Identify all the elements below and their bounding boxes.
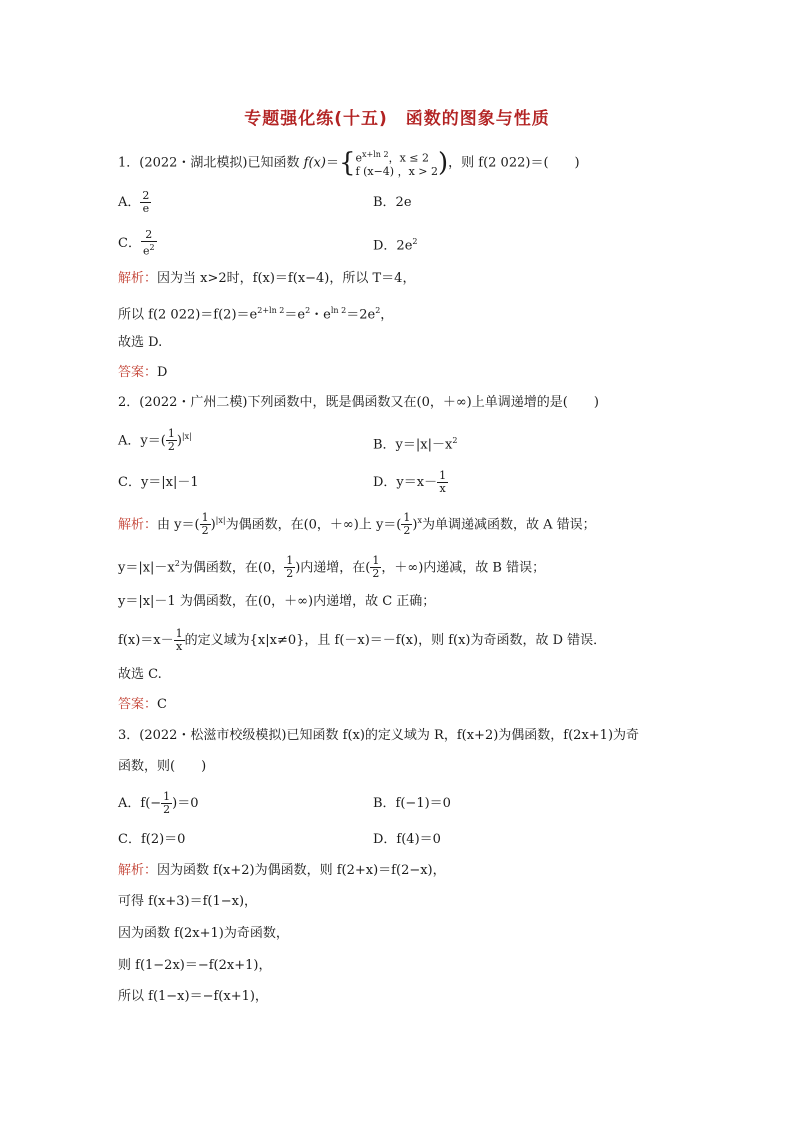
q2-analysis-line-5: 故选 C. [118,667,162,682]
q2-a-frac [166,428,177,453]
q3-a-num: 1 [163,790,171,803]
q3-analysis-line-1 [118,862,446,880]
q2-l1d: 为偶函数，在(0，＋∞)上 y＝( [225,517,402,533]
q2-d-den: x [439,482,446,495]
q1-option-c-frac [141,229,157,258]
q1-case-1 [356,148,438,165]
q1-c-den-exp: 2 [149,243,155,252]
q2-l4-frac [174,628,185,653]
q2-answer-label: 答案： [118,697,158,712]
q1-answer-label: 答案： [118,365,158,380]
q2-a-num: 1 [167,427,175,441]
q2-option-a[interactable] [118,428,192,453]
q2-l1c: |x| [215,516,226,525]
q2-d-num: 1 [439,469,447,482]
q1-analysis-line-2 [118,302,393,324]
q3-option-c[interactable]: C．f(2)＝0 [118,832,186,847]
q1-case1-base: e [355,151,363,165]
q2-l2-frac1-num: 1 [286,554,294,568]
q2-l4b: 的定义域为{x|x≠0}，且 f(－x)＝－f(x)，则 f(x)为奇函数，故 D 错误． [184,633,607,648]
q1-piecewise [356,148,438,178]
q1-a2e: ・e [310,307,331,323]
q2-l1-frac2-den: 2 [403,524,411,538]
q2-l1-frac-1 [200,512,211,537]
page-title: 专题强化练(十五) 函数的图象与性质 [244,109,550,129]
q2-l2-frac-1 [284,555,295,580]
q2-l2-frac-2 [370,555,381,580]
q2-a-label: A．y＝( [118,433,166,449]
q2-option-d[interactable] [373,470,448,495]
q2-l1b: ) [210,517,216,533]
q2-l2c: 为偶函数，在(0， [179,560,285,576]
q1-fx: f(x) [303,155,326,171]
q3-analysis-line-2: 可得 f(x+3)＝f(1−x)， [118,894,258,909]
q2-l4a: f(x)＝x－ [118,633,174,648]
q3-option-b[interactable]: B．f(−1)＝0 [373,796,451,811]
q2-stem: 2．(2022・广州二模)下列函数中，既是偶函数又在(0，＋∞)上单调递增的是( ) [118,395,599,410]
q3-analysis-label: 解析： [118,863,158,878]
q2-analysis-line-1 [118,512,596,537]
q1-option-c[interactable] [118,229,157,258]
q2-option-c[interactable]: C．y＝|x|－1 [118,475,199,490]
q2-b-exp: 2 [452,436,458,445]
q1-c-num: 2 [141,229,157,242]
q1-option-d-text: D．2e [373,238,413,254]
q3-a-frac [161,791,172,816]
q1-answer-value: D [157,365,168,380]
q2-l2b: 2 [174,559,180,568]
q2-a-exp: |x| [181,432,192,441]
q1-option-a-label: A． [118,195,141,210]
q2-answer-value: C [157,697,167,712]
q1-answer [118,364,167,382]
q1-a-num: 2 [142,189,150,202]
q1-left-brace: { [338,147,356,178]
q2-l2-frac2-den: 2 [372,567,380,581]
q1-case1-cond: ，x ≤ 2 [388,151,429,165]
q2-l2-frac2-num: 1 [372,554,380,568]
q1-a2h: 2 [375,306,381,315]
q2-analysis-label: 解析： [118,517,158,533]
q1-analysis-line-1 [118,270,415,288]
q1-case-2: f (x−4) ，x > 2 [355,164,438,178]
q1-a2i: ， [380,307,394,323]
q3-a-den: 2 [163,803,171,816]
q1-stem-suffix: ，则 f(2 022)＝( ) [448,155,580,171]
q1-c-den: e [142,244,150,258]
q1-a2g: ＝2e [346,307,376,323]
q3-a-tail: )＝0 [172,796,199,811]
q1-option-b[interactable]: B．2e [373,195,412,210]
q2-l1e: ) [412,517,418,533]
q1-analysis-label: 解析： [118,271,158,286]
q1-option-a[interactable] [118,190,151,215]
q1-analysis-text-1: 因为当 x>2时，f(x)＝f(x−4)，所以 T＝4， [157,271,416,286]
q2-l1-frac2-num: 1 [403,511,411,525]
q3-a-label: A．f(− [118,796,162,811]
q3-analysis-line-3: 因为函数 f(2x+1)为奇函数， [118,926,289,941]
q1-a2c: ＝e [284,307,306,323]
q1-a2d: 2 [305,306,311,315]
q1-analysis-line-3: 故选 D. [118,335,163,350]
q1-option-a-frac [140,190,151,215]
q2-analysis-line-4 [118,628,606,653]
q2-l1a: 由 y＝( [157,517,200,533]
q2-d-label: D．y＝x－ [373,475,438,490]
q2-l1-frac1-den: 2 [201,524,209,538]
q2-analysis-line-3: y＝|x|－1 为偶函数，在(0，＋∞)内递增，故 C 正确； [118,594,436,609]
q1-a2f: ln 2 [330,306,347,315]
q3-option-d[interactable]: D．f(4)＝0 [373,832,441,847]
q2-l1-frac-2 [401,512,412,537]
q1-case1-exp: x+ln 2 [362,150,389,159]
q3-stem-line-2: 函数，则( ) [118,759,207,774]
q2-l1g: 为单调递减函数，故 A 错误； [421,517,596,533]
q1-eq: ＝ [325,155,339,171]
q2-l1-frac1-num: 1 [201,511,209,525]
q1-a2b: 2+ln 2 [257,306,285,315]
q2-d-frac [437,470,448,495]
q2-l2a: y＝|x|－x [118,560,175,576]
q2-l2e: ，＋∞)内递减，故 B 错误； [381,560,546,576]
q1-option-d-exp: 2 [412,237,418,246]
q2-analysis-line-2 [118,555,545,580]
q1-c-den-wrap [141,242,157,258]
q3-stem-line-1: 3．(2022・松滋市校级模拟)已知函数 f(x)的定义域为 R，f(x+2)为偶函数，f(2x+1)为奇 [118,728,640,743]
q1-right-paren: ) [437,147,449,178]
q2-option-b[interactable] [373,432,457,454]
q1-option-c-label: C． [118,235,141,251]
q2-l2d: )内递增，在( [295,560,371,576]
q3-analysis-line-4: 则 f(1−2x)＝−f(2x+1)， [118,958,272,973]
q2-a-tail: ) [176,433,182,449]
q2-l1f: x [417,516,422,525]
q1-stem [118,148,580,178]
q1-a-den: e [142,202,150,215]
q1-a2a: 所以 f(2 022)＝f(2)＝e [118,307,258,323]
q3-analysis-line-5: 所以 f(1−x)＝−f(x+1)， [118,989,268,1004]
q2-b-text: B．y＝|x|－x [373,437,453,453]
q2-l2-frac1-den: 2 [286,567,294,581]
q1-option-d[interactable] [373,233,417,255]
q3-l1: 因为函数 f(x+2)为偶函数，则 f(2+x)＝f(2−x)， [157,863,446,878]
q2-answer [118,696,167,714]
q2-l4-num: 1 [175,627,183,640]
q2-l4-den: x [176,640,183,653]
q3-option-a[interactable] [118,791,199,816]
q2-a-den: 2 [167,440,175,454]
q1-stem-prefix: 1．(2022・湖北模拟)已知函数 [118,155,300,171]
